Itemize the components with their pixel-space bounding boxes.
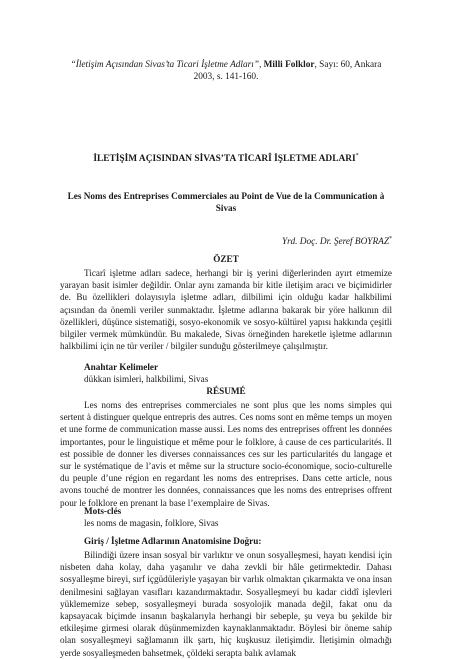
ozet-keywords: dükkan isimleri, halkbilimi, Sivas: [84, 374, 209, 384]
resume-keywords: les noms de magasin, folklore, Sivas: [84, 518, 219, 528]
author-footnote-mark: *: [389, 236, 392, 242]
citation: [60, 60, 392, 83]
ozet-paragraph: [60, 267, 392, 352]
giris-paragraph: [60, 549, 392, 659]
author-line: [282, 236, 392, 247]
resume-paragraph: [60, 399, 392, 509]
ozet-keywords-heading: Anahtar Kelimeler: [84, 362, 159, 372]
ozet-text: Ticarî işletme adları sadece, herhangi bir iş yerini diğerlerinden ayırt etmemize yarayan basit isimler değildir. Onlar aynı zamanda bir kitle iletişim aracı ve biçimidirler de. Bu özellikleri dolayısıyla işletme adları, dilbilimi için olduğu kadar halkbilimi açısından da önemli veriler sunmaktadır. İşletme adlarına bakarak bir yöre halkının dil özellikleri, düşünce sistematiği, sosyo-ekonomik ve sosyo-kültürel yapısı hakkında çeşitli bilgiler vermek mümkündür. Bu makalede, Sivas örneğinden hareketle işletme adlarının halkbilimi için ne tür veriler / bilgiler sunduğu gösterilmeye çalışılmıştır.: [60, 268, 392, 352]
resume-text: Les noms des entreprises commerciales ne sont plus que les noms simples qui sertent à distinguer quelque entrepris des autres. Ces noms sont en même temps un moyen et une forme de communication masse aussi. Les noms des entreprises offrent les données importantes, pour le linguistique et même pour le folklore, à cause de ces particularités. Il est possible de donner les diverses connaissances ces sur les particularités du langage et sur le systématique de l’avis et même sur la structure socio-économique, socio-culturelle du peuple d’une région en regardant les noms des entreprises. Dans cette article, nous avons touché de montrer les données, connaissances que les noms des entreprises offrent pour le folklore en prenant la base l’exemplaire de Sivas.: [60, 400, 392, 508]
article-title: [40, 153, 412, 164]
resume-heading: RÉSUMÉ: [206, 386, 246, 396]
giris-text: Bilindiği üzere insan sosyal bir varlıktır ve onun sosyalleşmesi, hayatı kendisi için nisbeten daha kolay, daha yaşanılır ve daha zevkli bir hâle getirmektedir. Dahası sosyalleşme bireyi, sırf içgüdüleriyle yaşayan bir varlık olmaktan çıkarmakta ve ona insan denilmesini sağlayan vasıfları kazandırmaktadır. Sosyalleşmeyi bu kadar ciddî işlevleri yüklememize sebep, sosyalleşmeyi burada sosyolojik manada değil, fakat onu da kapsayacak biçimde insanın başkalarıyla herhangi bir sebeple, şu veya bu şekilde bir etkileşime girmesi olarak düşünmemizden kaynaklanmaktadır. Böylesi bir öneme sahip olan sosyalleşmeyi sağlamanın ilk şartı, hiç kuşkusuz iletişimdir. İletişimin olmadığı yerde sosyalleşmeden bahsetmek, çöldeki serapta balık avlamak: [60, 550, 392, 658]
citation-details: , Sayı: 60, Ankara 2003, s. 141-160.: [193, 60, 382, 82]
resume-keywords-heading: Mots-clés: [84, 506, 122, 516]
title-footnote-mark: *: [355, 153, 359, 159]
author-name: Yrd. Doç. Dr. Şeref BOYRAZ: [282, 237, 389, 248]
article-title-text: İLETİŞİM AÇISINDAN SİVAS’TA TİCARÎ İŞLETME ADLARI: [93, 154, 356, 165]
citation-journal: Milli Folklor: [263, 60, 315, 70]
french-title: Les Noms des Entreprises Commerciales au Point de Vue de la Communication à Sivas: [67, 191, 385, 213]
citation-article-title: “İletişim Açısından Sivas’ta Ticari İşletme Adları”,: [70, 60, 262, 70]
giris-heading: Giriş / İşletme Adlarının Anatomisine Doğru:: [84, 536, 262, 546]
ozet-heading: ÖZET: [213, 254, 239, 264]
